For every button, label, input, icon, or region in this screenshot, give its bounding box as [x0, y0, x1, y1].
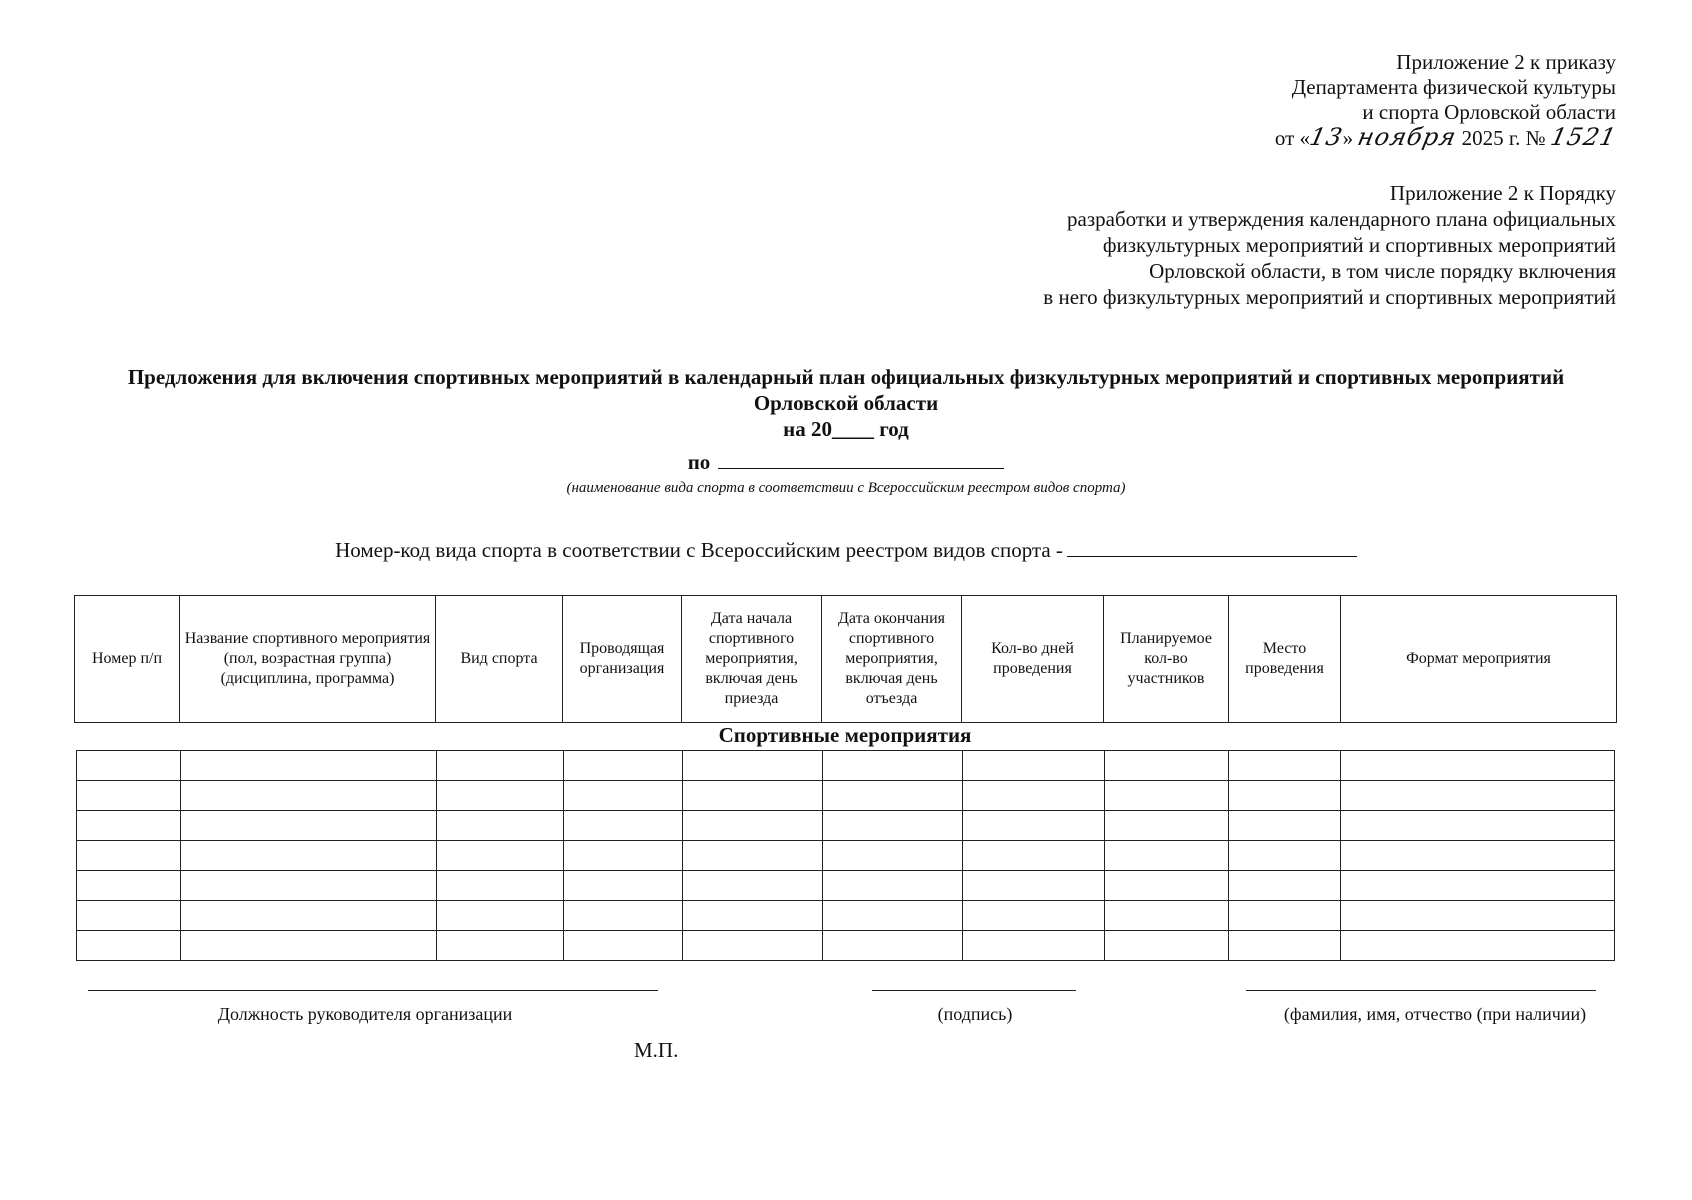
sport-name-field	[0, 448, 1692, 475]
table-cell[interactable]	[181, 751, 437, 781]
table-cell[interactable]	[1105, 931, 1229, 961]
table-row	[77, 811, 1615, 841]
table-cell[interactable]	[437, 931, 564, 961]
table-cell[interactable]	[181, 811, 437, 841]
table-cell[interactable]	[77, 751, 181, 781]
table-cell[interactable]	[181, 901, 437, 931]
table-cell[interactable]	[77, 871, 181, 901]
table-cell[interactable]	[683, 781, 823, 811]
position-signature-line[interactable]	[88, 990, 658, 991]
table-row	[77, 781, 1615, 811]
table-cell[interactable]	[1341, 931, 1615, 961]
table-cell[interactable]	[1229, 931, 1341, 961]
table-cell[interactable]	[823, 841, 963, 871]
table-cell[interactable]	[1341, 871, 1615, 901]
table-cell[interactable]	[683, 931, 823, 961]
table-row	[77, 751, 1615, 781]
table-cell[interactable]	[564, 871, 683, 901]
events-table-body	[76, 750, 1615, 961]
order-date-month-handwritten: ноября	[1355, 123, 1460, 151]
table-cell[interactable]	[963, 901, 1105, 931]
col-header-days: Кол-во дней проведения	[962, 596, 1104, 723]
col-header-end-date: Дата окончания спортивного мероприятия, включая день отъезда	[822, 596, 962, 723]
appendix-procedure-line3: физкультурных мероприятий и спортивных мероприятий	[1102, 233, 1616, 257]
appendix-procedure-block	[856, 180, 1616, 310]
table-cell[interactable]	[181, 841, 437, 871]
appendix-order-line2: Департамента физической культуры	[1291, 75, 1616, 99]
appendix-order-block	[1096, 50, 1620, 151]
table-cell[interactable]	[437, 751, 564, 781]
table-cell[interactable]	[683, 871, 823, 901]
order-date-prefix: от «	[1274, 126, 1311, 150]
order-date-mid: »	[1342, 126, 1359, 150]
table-cell[interactable]	[1105, 901, 1229, 931]
appendix-procedure-line4: Орловской области, в том числе порядку включения	[1149, 259, 1616, 283]
col-header-venue: Место проведения	[1229, 596, 1341, 723]
appendix-procedure-line1: Приложение 2 к Порядку	[1389, 181, 1616, 205]
col-header-start-date: Дата начала спортивного мероприятия, включая день приезда	[682, 596, 822, 723]
table-cell[interactable]	[437, 901, 564, 931]
table-cell[interactable]	[437, 841, 564, 871]
col-header-format: Формат мероприятия	[1341, 596, 1617, 723]
sport-code-blank[interactable]	[1067, 536, 1357, 557]
table-cell[interactable]	[823, 781, 963, 811]
table-cell[interactable]	[823, 931, 963, 961]
table-cell[interactable]	[181, 931, 437, 961]
table-cell[interactable]	[77, 781, 181, 811]
table-cell[interactable]	[683, 751, 823, 781]
table-cell[interactable]	[1341, 751, 1615, 781]
sport-name-hint: (наименование вида спорта в соответствии с Всероссийским реестром видов спорта)	[566, 480, 1126, 496]
table-cell[interactable]	[1105, 871, 1229, 901]
signature-line[interactable]	[872, 990, 1076, 991]
appendix-procedure-line5: в него физкультурных мероприятий и спортивных мероприятий	[1043, 285, 1616, 309]
table-cell[interactable]	[683, 811, 823, 841]
table-cell[interactable]	[564, 811, 683, 841]
title-line1: Предложения для включения спортивных мероприятий в календарный план официальных физкультурных мероприятий и спортивных мероприятий	[127, 365, 1565, 389]
table-cell[interactable]	[564, 751, 683, 781]
position-label: Должность руководителя организации	[217, 1004, 513, 1024]
document-title	[0, 364, 1692, 442]
table-cell[interactable]	[963, 751, 1105, 781]
table-cell[interactable]	[181, 781, 437, 811]
table-cell[interactable]	[1229, 751, 1341, 781]
col-header-number: Номер п/п	[75, 596, 180, 723]
fullname-signature-line[interactable]	[1246, 990, 1596, 991]
table-row	[77, 871, 1615, 901]
sport-name-prefix: по	[687, 450, 711, 474]
table-row	[77, 841, 1615, 871]
table-cell[interactable]	[1229, 811, 1341, 841]
title-line2: Орловской области	[753, 391, 939, 415]
table-cell[interactable]	[1105, 811, 1229, 841]
table-cell[interactable]	[77, 931, 181, 961]
table-cell[interactable]	[181, 871, 437, 901]
table-cell[interactable]	[1341, 901, 1615, 931]
table-cell[interactable]	[683, 841, 823, 871]
table-cell[interactable]	[963, 811, 1105, 841]
order-date-year: 2025 г. №	[1456, 126, 1551, 150]
table-cell[interactable]	[77, 901, 181, 931]
table-cell[interactable]	[77, 811, 181, 841]
table-cell[interactable]	[823, 871, 963, 901]
table-cell[interactable]	[1341, 841, 1615, 871]
table-cell[interactable]	[1229, 841, 1341, 871]
table-row	[77, 901, 1615, 931]
appendix-procedure-line2: разработки и утверждения календарного плана официальных	[1067, 207, 1616, 231]
title-year-line: на 20____ год	[783, 417, 909, 441]
table-cell[interactable]	[823, 901, 963, 931]
table-cell[interactable]	[1229, 781, 1341, 811]
stamp-label: М.П.	[634, 1038, 679, 1062]
table-cell[interactable]	[823, 811, 963, 841]
appendix-order-line3: и спорта Орловской области	[1362, 100, 1616, 124]
table-cell[interactable]	[963, 841, 1105, 871]
fullname-label: (фамилия, имя, отчество (при наличии)	[1283, 1004, 1587, 1024]
table-cell[interactable]	[683, 901, 823, 931]
sport-code-field	[0, 536, 1692, 563]
col-header-participants: Планируемое кол-во участников	[1104, 596, 1229, 723]
table-cell[interactable]	[1229, 871, 1341, 901]
sport-name-blank[interactable]	[718, 448, 1004, 469]
table-cell[interactable]	[963, 781, 1105, 811]
table-cell[interactable]	[437, 871, 564, 901]
table-cell[interactable]	[564, 781, 683, 811]
appendix-order-line1: Приложение 2 к приказу	[1396, 50, 1616, 74]
table-cell[interactable]	[564, 841, 683, 871]
order-number-handwritten: 1521	[1548, 123, 1620, 151]
sport-code-label: Номер-код вида спорта в соответствии с Всероссийским реестром видов спорта -	[335, 538, 1063, 562]
order-date-line	[1096, 123, 1620, 151]
table-row	[77, 931, 1615, 961]
order-date-day-handwritten: 13	[1307, 123, 1346, 151]
table-cell[interactable]	[77, 841, 181, 871]
table-cell[interactable]	[1105, 751, 1229, 781]
table-cell[interactable]	[564, 901, 683, 931]
table-cell[interactable]	[823, 751, 963, 781]
col-header-sport: Вид спорта	[436, 596, 563, 723]
table-cell[interactable]	[1105, 781, 1229, 811]
signature-label: (подпись)	[937, 1004, 1013, 1024]
table-cell[interactable]	[963, 871, 1105, 901]
col-header-event-name: Название спортивного мероприятия (пол, возрастная группа) (дисциплина, программа)	[180, 596, 436, 723]
table-cell[interactable]	[564, 931, 683, 961]
table-cell[interactable]	[963, 931, 1105, 961]
table-cell[interactable]	[1105, 841, 1229, 871]
col-header-organizer: Проводящая организация	[563, 596, 682, 723]
section-title-sport-events: Спортивные мероприятия	[718, 723, 972, 747]
events-table-header	[74, 595, 1617, 723]
table-cell[interactable]	[1341, 781, 1615, 811]
table-cell[interactable]	[437, 811, 564, 841]
table-cell[interactable]	[1229, 901, 1341, 931]
table-cell[interactable]	[1341, 811, 1615, 841]
table-cell[interactable]	[437, 781, 564, 811]
